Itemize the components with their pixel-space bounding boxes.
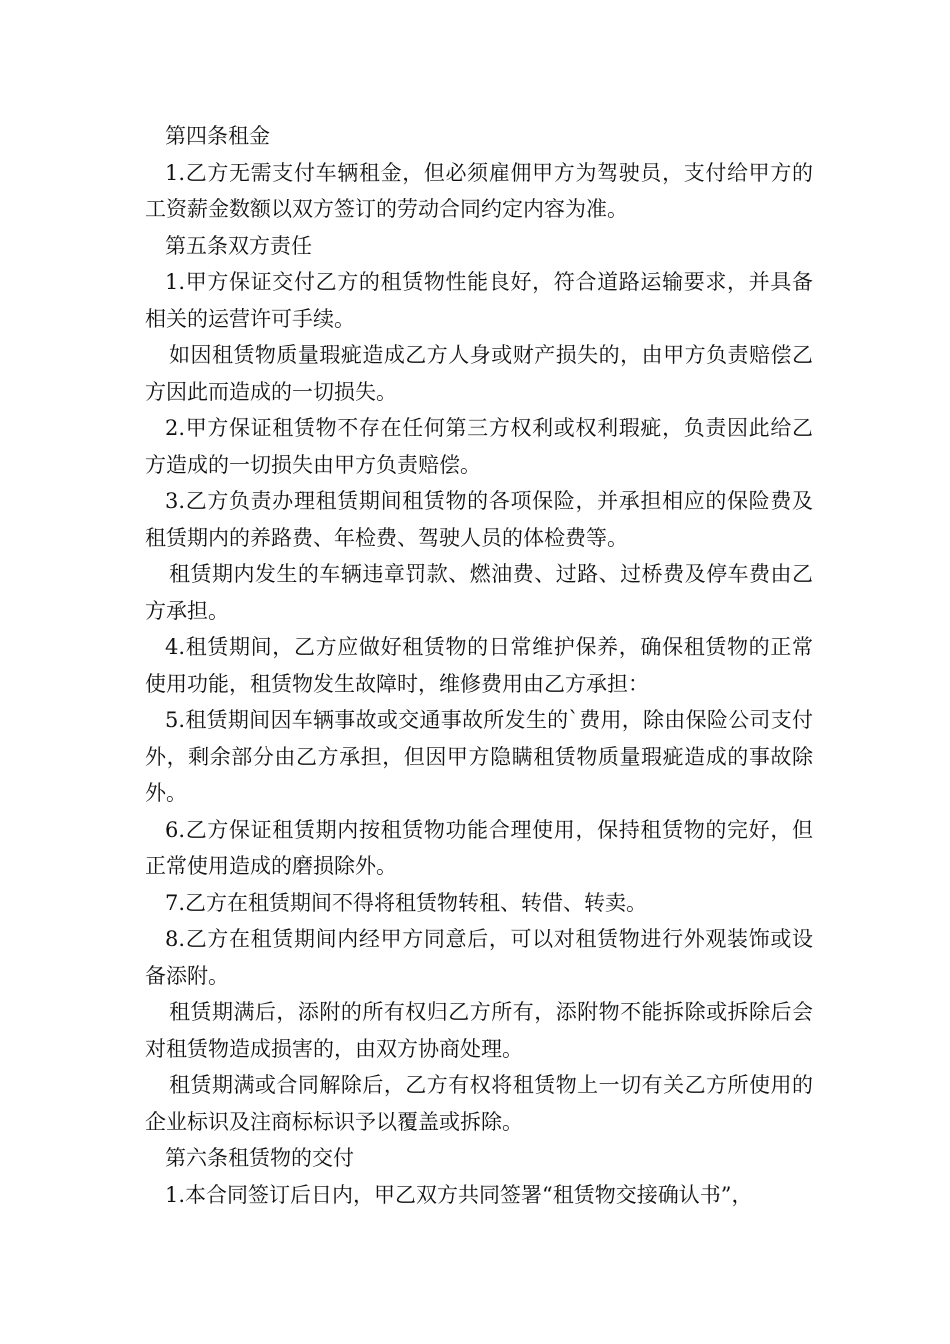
section-heading-responsibilities: 第五条双方责任 — [165, 233, 312, 258]
paragraph: 租赁期内发生的车辆违章罚款、燃油费、过路、过桥费及停车费由乙方承担。 — [145, 562, 813, 623]
section-heading-rent: 第四条租金 — [165, 124, 270, 148]
paragraph: 6.乙方保证租赁期内按租赁物功能合理使用，保持租赁物的完好，但正常使用造成的磨损除外。 — [145, 817, 813, 878]
paragraph: 1.甲方保证交付乙方的租赁物性能良好，符合道路运输要求，并具备相关的运营许可手续。 — [145, 270, 813, 331]
paragraph: 5.租赁期间因车辆事故或交通事故所发生的`费用，除由保险公司支付外，剩余部分由乙方承担，但因甲方隐瞒租赁物质量瑕疵造成的事故除外。 — [145, 708, 813, 805]
document-body — [145, 118, 813, 1213]
paragraph: 8.乙方在租赁期间内经甲方同意后，可以对租赁物进行外观装饰或设备添附。 — [145, 927, 813, 988]
paragraph: 租赁期满后，添附的所有权归乙方所有，添附物不能拆除或拆除后会对租赁物造成损害的，由双方协商处理。 — [145, 1000, 813, 1061]
section-heading-delivery: 第六条租赁物的交付 — [165, 1146, 354, 1170]
paragraph: 4.租赁期间，乙方应做好租赁物的日常维护保养，确保租赁物的正常使用功能，租赁物发生故障时，维修费用由乙方承担： — [145, 635, 813, 696]
paragraph: 1.本合同签订后日内，甲乙双方共同签署“租赁物交接确认书”， — [165, 1182, 753, 1207]
paragraph: 3.乙方负责办理租赁期间租赁物的各项保险，并承担相应的保险费及租赁期内的养路费、年检费、驾驶人员的体检费等。 — [145, 489, 813, 550]
paragraph: 租赁期满或合同解除后，乙方有权将租赁物上一切有关乙方所使用的企业标识及注商标标识予以覆盖或拆除。 — [145, 1073, 813, 1134]
paragraph: 1.乙方无需支付车辆租金，但必须雇佣甲方为驾驶员，支付给甲方的工资薪金数额以双方签订的劳动合同约定内容为准。 — [145, 160, 813, 221]
paragraph: 2.甲方保证租赁物不存在任何第三方权利或权利瑕疵，负责因此给乙方造成的一切损失由甲方负责赔偿。 — [145, 416, 813, 477]
paragraph: 7.乙方在租赁期间不得将租赁物转租、转借、转卖。 — [165, 890, 648, 915]
paragraph: 如因租赁物质量瑕疵造成乙方人身或财产损失的，由甲方负责赔偿乙方因此而造成的一切损失。 — [145, 343, 813, 404]
